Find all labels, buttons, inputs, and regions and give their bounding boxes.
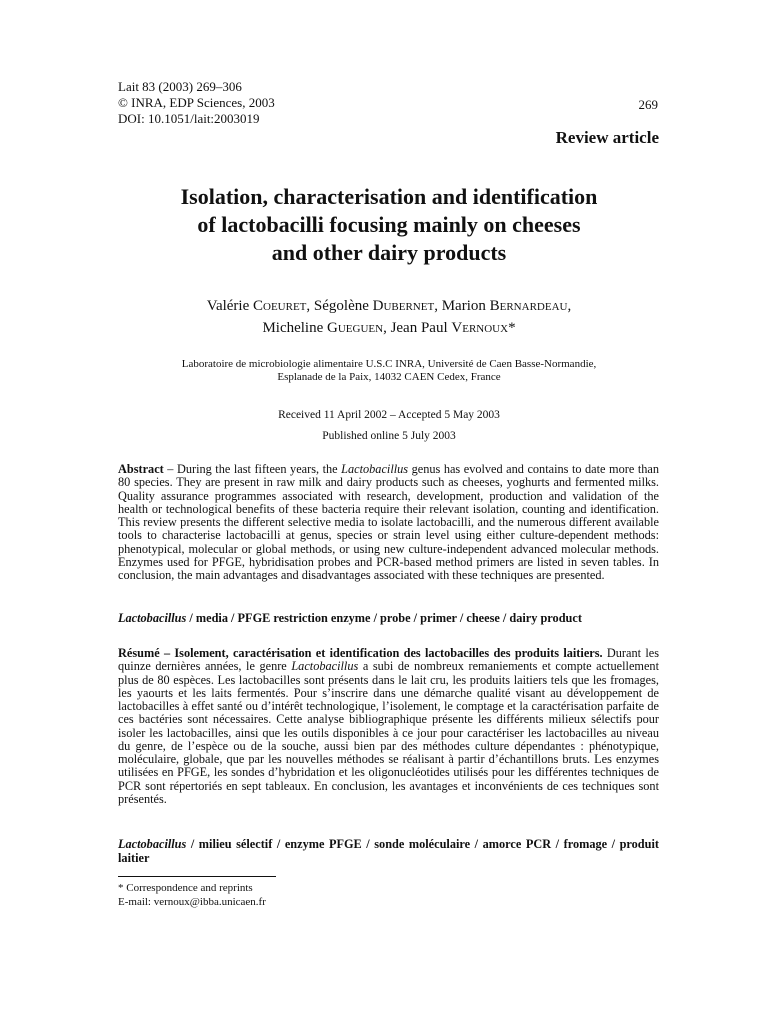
title-line-1: Isolation, characterisation and identification (180, 184, 598, 209)
copyright-line: © INRA, EDP Sciences, 2003 (118, 95, 275, 110)
footnote-divider (118, 876, 276, 877)
email-line: E-mail: vernoux@ibba.unicaen.fr (118, 896, 266, 908)
author-first-name: Valérie (206, 298, 254, 314)
author-separator: , (567, 298, 572, 314)
correspondence-marker: * (508, 320, 516, 336)
footnote (118, 881, 266, 909)
genus-name: Lactobacillus (291, 659, 359, 674)
keywords-french (118, 837, 659, 865)
affiliation-line-2: Esplanade de la Paix, 14032 CAEN Cedex, France (277, 371, 501, 383)
author-last-name: Gueguen (327, 320, 384, 336)
author-last-name: Dubernet (372, 298, 435, 314)
author-list (100, 295, 678, 339)
abstract-label: Abstract (118, 462, 164, 476)
keywords-english (118, 612, 659, 625)
published-date: Published online 5 July 2003 (322, 430, 456, 442)
keyword-genus: Lactobacillus (118, 611, 187, 625)
author-separator: , Ségolène (306, 298, 373, 314)
affiliation-line-1: Laboratoire de microbiologie alimentaire U.S.C INRA, Université de Caen Basse-Normandie, (181, 358, 597, 370)
resume-label: Résumé – Isolement, caractérisation et identification des lactobacilles des produits laitiers. (118, 646, 603, 660)
doi-line: DOI: 10.1051/lait:2003019 (118, 111, 260, 126)
article-type: Review article (555, 128, 659, 147)
authors-line-2 (100, 317, 678, 339)
affiliation (100, 358, 678, 384)
journal-header (118, 79, 275, 127)
abstract-text: genus has evolved and contains to date more than 80 species. They are present in raw milk and dairy products such as cheeses, yoghurts and fermented milks. Quality assurance programmes associated with research, development, production and validation of the health or technological benefits of these bacteria require their relevant isolation, counting and identification. This review presents the different selective media to isolate lactobacilli, and the numerous different available tools to characterise lactobacilli at genus, species or strain level using either culture-dependent methods: phenotypical, molecular or global methods, or using new culture-independent advanced molecular methods. Enzymes used for PFGE, hybridisation probes and PCR-based method primers are listed in seven tables. In conclusion, the main advantages and disadvantages associated with these techniques are presented. (118, 462, 659, 582)
author-separator: , Marion (434, 298, 490, 314)
author-last-name: Vernoux (451, 320, 509, 336)
received-accepted-date: Received 11 April 2002 – Accepted 5 May 2003 (278, 409, 500, 421)
title-line-2: of lactobacilli focusing mainly on cheeses (197, 212, 581, 237)
article-title (100, 183, 678, 267)
resume-text: a subi de nombreux remaniements et compte actuellement plus de 80 espèces. Les lactobacilles sont présents dans le lait cru, les produits laitiers tels que les fromages, les yaourts et les laits fermentés. Pour s’inscrire dans une démarche qualité visant au développement de lactobacilles à effet santé ou d’intérêt technologique, l’isolement, le comptage et la caractérisation parfaite de ces bactéries sont nécessaires. Cette analyse bibliographique présente les différents milieux sélectifs pour isoler les lactobacilles, ainsi que les outils disponibles à ce jour pour caractériser les lactobacilles au niveau du genre, de l’espèce ou de la souche, aussi bien par des méthodes culture dépendantes : phénotypique, moléculaire, globale, que par les nouvelles méthodes se réalisant à partir d’échantillons bruts. Les enzymes utilisées en PFGE, les sondes d’hybridation et les oligonucléotides utilisés pour les différentes techniques de PCR sont répertoriés en sept tableaux. En conclusion, les avantages et inconvénients de ces techniques sont présentés. (118, 659, 659, 806)
author-first-name: Micheline (262, 320, 328, 336)
abstract (118, 463, 659, 582)
authors-line-1 (100, 295, 678, 317)
keyword-genus: Lactobacillus (118, 837, 187, 851)
correspondence-note: * Correspondence and reprints (118, 882, 253, 894)
journal-citation: Lait 83 (2003) 269–306 (118, 79, 242, 94)
resume-text: Durant les quinze dernières années, le genre (118, 646, 659, 674)
genus-name: Lactobacillus (341, 462, 409, 476)
title-line-3: and other dairy products (271, 240, 507, 265)
abstract-text: – During the last fifteen years, the (163, 462, 342, 476)
author-separator: , Jean Paul (383, 320, 452, 336)
page-number: 269 (638, 97, 658, 112)
keyword-list: / milieu sélectif / enzyme PFGE / sonde moléculaire / amorce PCR / fromage / produit laitier (118, 837, 659, 865)
author-last-name: Bernardeau (489, 298, 568, 314)
publication-dates (100, 405, 678, 447)
resume (118, 647, 659, 806)
author-last-name: Coeuret (253, 298, 307, 314)
keyword-list: / media / PFGE restriction enzyme / probe / primer / cheese / dairy product (186, 611, 582, 625)
